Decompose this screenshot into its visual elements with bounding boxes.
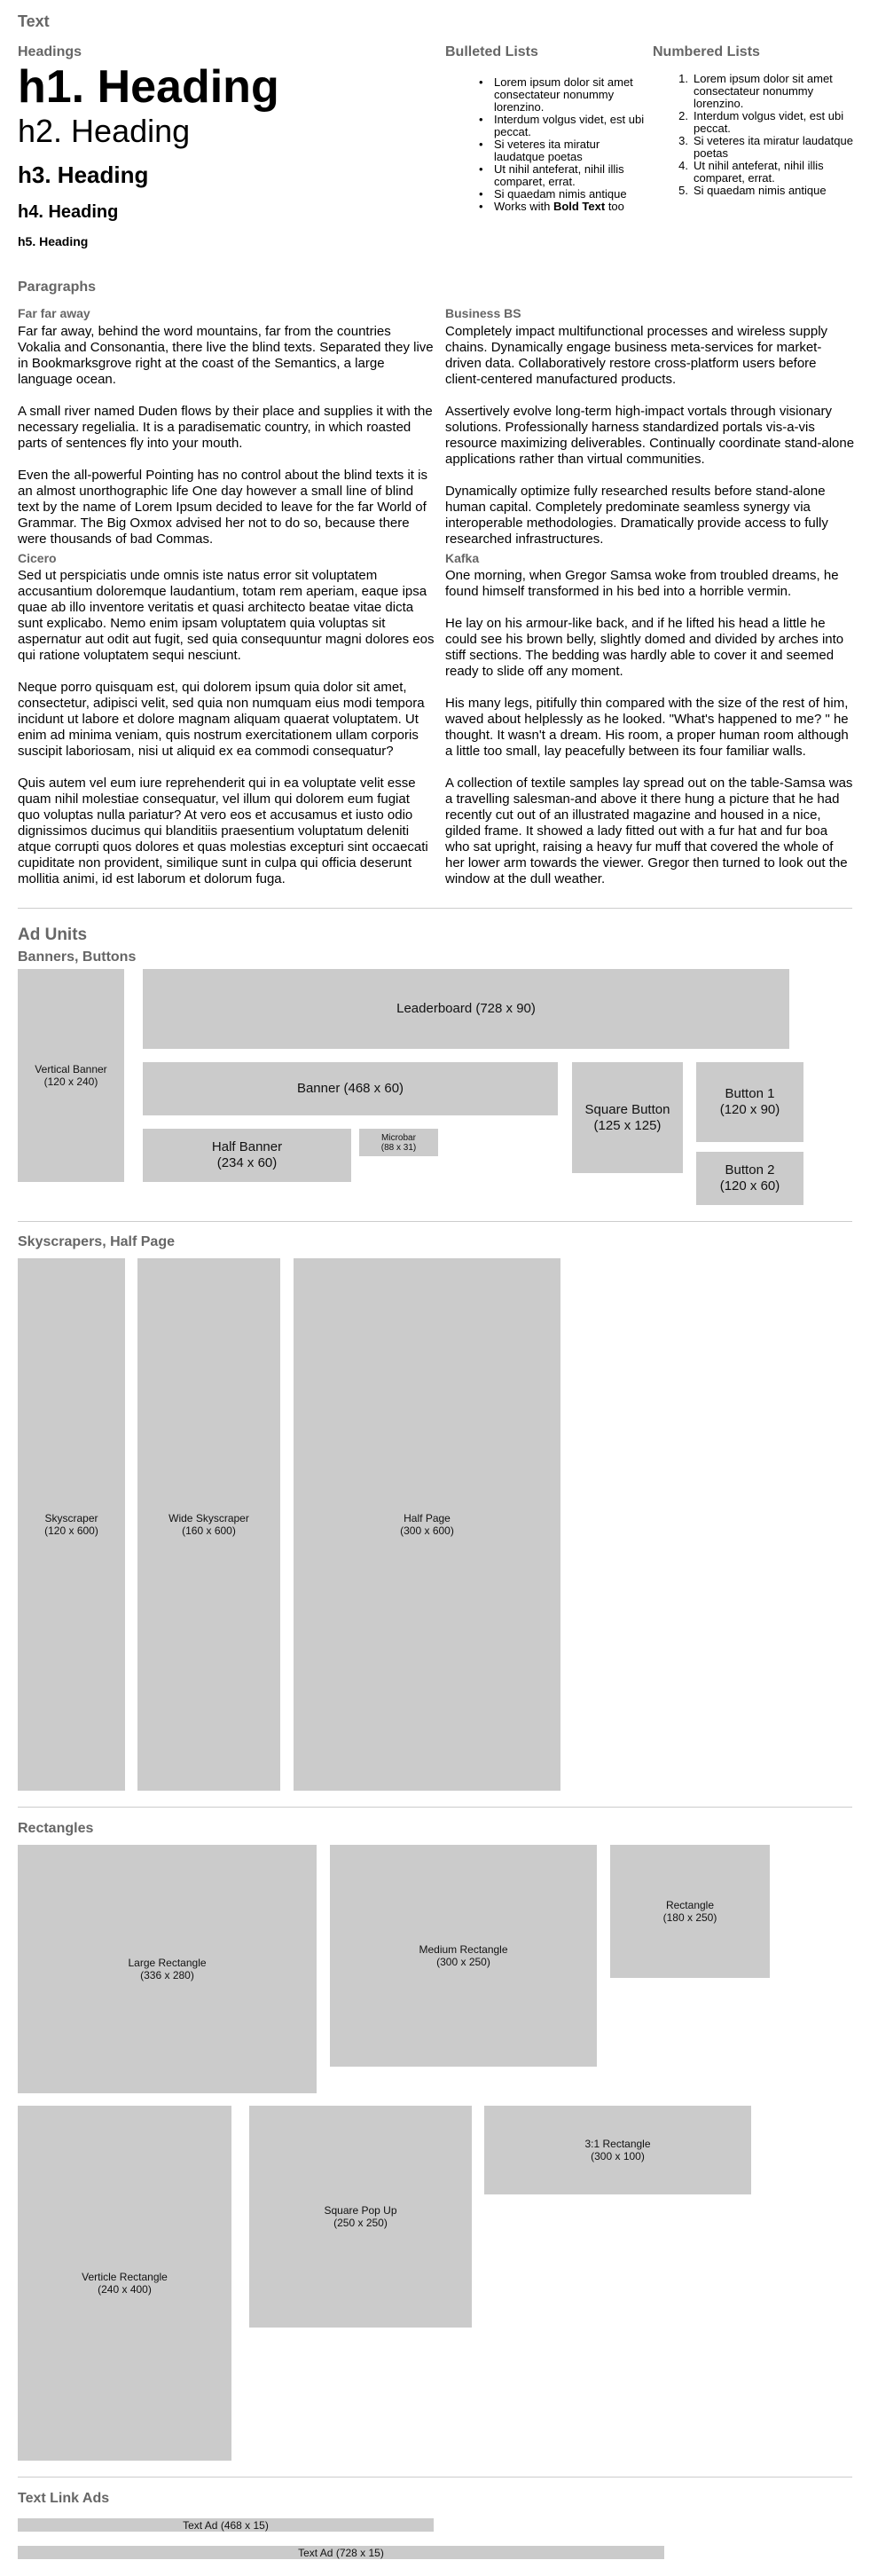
divider bbox=[18, 2477, 852, 2478]
section-title-text: Text bbox=[18, 12, 50, 30]
business-bs-title: Business BS bbox=[445, 306, 521, 320]
three-one-rectangle-ad[interactable]: 3:1 Rectangle (300 x 100) bbox=[484, 2106, 751, 2194]
cicero-text bbox=[18, 568, 435, 887]
divider bbox=[18, 1221, 852, 1222]
list-item: • Interdum volgus videt, est ubi peccat. bbox=[463, 114, 649, 138]
numbered-list bbox=[667, 73, 853, 197]
paragraph: His many legs, pitifully thin compared with the size of the rest of him, waved about helplessly as he looked. "What's happened to me? " he thought. It wasn't a dream. His room, a proper human room although a little too small, lay peacefully between its four familiar walls. bbox=[445, 696, 849, 759]
paragraphs-title: Paragraphs bbox=[18, 280, 97, 295]
banner-ad[interactable]: Banner (468 x 60) bbox=[143, 1062, 558, 1115]
half-page-ad[interactable]: Half Page (300 x 600) bbox=[294, 1258, 560, 1791]
skyscraper-ad[interactable]: Skyscraper (120 x 600) bbox=[18, 1258, 125, 1791]
half-banner-ad[interactable]: Half Banner (234 x 60) bbox=[143, 1129, 351, 1182]
microbar-ad[interactable]: Microbar (88 x 31) bbox=[359, 1129, 438, 1156]
leaderboard-ad[interactable]: Leaderboard (728 x 90) bbox=[143, 969, 789, 1049]
rectangle-ad[interactable]: Rectangle (180 x 250) bbox=[610, 1845, 770, 1978]
business-bs-text bbox=[445, 324, 855, 547]
bulleted-list-title: Bulleted Lists bbox=[445, 44, 538, 59]
list-item bbox=[463, 201, 649, 213]
wide-skyscraper-ad[interactable]: Wide Skyscraper (160 x 600) bbox=[137, 1258, 280, 1791]
list-item-text: too bbox=[605, 200, 624, 213]
list-item: • Si quaedam nimis antique bbox=[463, 188, 649, 201]
text-ad-728[interactable]: Text Ad (728 x 15) bbox=[18, 2546, 664, 2559]
paragraph: Dynamically optimize fully researched results before stand-alone human capital. Completely predominate seamless synergy via interoperable methodologies. Dramatically provide access to fully researched infrastructures. bbox=[445, 484, 828, 547]
paragraph: A collection of textile samples lay spread out on the table-Samsa was a travelling salesman-and above it there hung a picture that he had recently cut out of an illustrated magazine and housed in a nice, gilded frame. It showed a lady fitted out with a fur hat and fur boa who sat upright, raising a heavy fur muff that covered the whole of her lower arm towards the viewer. Gregor then turned to look out the window at the dull weather. bbox=[445, 776, 853, 886]
numbered-list-title: Numbered Lists bbox=[653, 44, 760, 59]
paragraph: Assertively evolve long-term high-impact vortals through visionary solutions. Professionally harness standardized portals vis-a-vis resource maximizing deliverables. Continually coordinate stand-alone applications rather than virtual communities. bbox=[445, 404, 855, 467]
far-far-away-text bbox=[18, 324, 435, 547]
paragraph: He lay on his armour-like back, and if he lifted his head a little he could see his brown belly, slightly domed and divided by arches into stiff sections. The bedding was hardly able to cover it and seemed ready to slide off any moment. bbox=[445, 616, 844, 679]
paragraph: Even the all-powerful Pointing has no control about the blind texts it is an almost unorthographic life One day however a small line of blind text by the name of Lorem Ipsum decided to leave for the far World of Grammar. The Big Oxmox advised her not to do so, because there were thousands of bad Commas. bbox=[18, 468, 427, 547]
heading-h2: h2. Heading bbox=[18, 113, 191, 149]
list-item: • Si veteres ita miratur laudatque poetas bbox=[463, 138, 649, 163]
divider bbox=[18, 908, 852, 909]
far-far-away-title: Far far away bbox=[18, 306, 90, 320]
list-item-text: Works with bbox=[494, 200, 553, 213]
button-1-ad[interactable]: Button 1 (120 x 90) bbox=[696, 1062, 803, 1142]
paragraph: Neque porro quisquam est, qui dolorem ipsum quia dolor sit amet, consectetur, adipisci velit, sed quia non numquam eius modi tempora incidunt ut labore et dolore magnam aliquam quaerat voluptatem. Ut enim ad minima veniam, quis nostrum exercitationem ullam corporis suscipit laboriosam, nisi ut aliquid ex ea commodi consequatur? bbox=[18, 680, 425, 759]
ad-units-title: Ad Units bbox=[18, 926, 88, 944]
paragraph: Sed ut perspiciatis unde omnis iste natus error sit voluptatem accusantium doloremque laudantium, totam rem aperiam, eaque ipsa quae ab illo inventore veritatis et quasi architecto beatae vitae dicta sunt explicabo. Nemo enim ipsam voluptatem quia voluptas sit aspernatur aut odit aut fugit, sed quia consequuntur magni dolores eos qui ratione voluptatem sequi nesciunt. bbox=[18, 568, 435, 663]
paragraph: Far far away, behind the word mountains, far from the countries Vokalia and Consonantia, there live the blind texts. Separated they live in Bookmarksgrove right at the coast of the Semantics, a large language ocean. bbox=[18, 324, 434, 387]
list-item: 2. Interdum volgus videt, est ubi peccat. bbox=[678, 109, 844, 135]
list-item: • Ut nihil anteferat, nihil illis comparet, errat. bbox=[463, 163, 649, 188]
rectangles-title: Rectangles bbox=[18, 1821, 94, 1836]
text-link-ads-title: Text Link Ads bbox=[18, 2491, 110, 2506]
medium-rectangle-ad[interactable]: Medium Rectangle (300 x 250) bbox=[330, 1845, 597, 2067]
heading-h1: h1. Heading bbox=[18, 61, 279, 113]
list-item: 5. Si quaedam nimis antique bbox=[678, 184, 827, 197]
vertical-banner-ad[interactable]: Vertical Banner (120 x 240) bbox=[18, 969, 124, 1182]
list-item: • Lorem ipsum dolor sit amet consectateur nonummy lorenzino. bbox=[463, 76, 649, 114]
paragraph: A small river named Duden flows by their place and supplies it with the necessary regelialia. It is a paradisematic country, in which roasted parts of sentences fly into your mouth. bbox=[18, 404, 433, 451]
button-2-ad[interactable]: Button 2 (120 x 60) bbox=[696, 1152, 803, 1205]
paragraph: Completely impact multifunctional processes and wireless supply chains. Dynamically engage business meta-services for market-driven data. Collaboratively restore cross-platform users before client-centered manufactured products. bbox=[445, 324, 828, 387]
list-item: 1. Lorem ipsum dolor sit amet consectateur nonummy lorenzino. bbox=[678, 72, 833, 110]
banners-buttons-title: Banners, Buttons bbox=[18, 949, 137, 965]
square-button-ad[interactable]: Square Button (125 x 125) bbox=[572, 1062, 683, 1173]
large-rectangle-ad[interactable]: Large Rectangle (336 x 280) bbox=[18, 1845, 317, 2093]
paragraph: One morning, when Gregor Samsa woke from troubled dreams, he found himself transformed in his bed into a horrible vermin. bbox=[445, 568, 839, 599]
kafka-text bbox=[445, 568, 855, 887]
cicero-title: Cicero bbox=[18, 551, 57, 565]
heading-h4: h4. Heading bbox=[18, 202, 119, 222]
text-ad-468[interactable]: Text Ad (468 x 15) bbox=[18, 2518, 434, 2532]
headings-title: Headings bbox=[18, 44, 82, 59]
list-item: 4. Ut nihil anteferat, nihil illis comparet, errat. bbox=[678, 159, 824, 185]
bold-text: Bold Text bbox=[553, 200, 606, 213]
skyscrapers-title: Skyscrapers, Half Page bbox=[18, 1234, 175, 1249]
bulleted-list bbox=[463, 76, 649, 213]
paragraph: Quis autem vel eum iure reprehenderit qui in ea voluptate velit esse quam nihil molestiae consequatur, vel illum qui dolorem eum fugiat quo voluptas nulla pariatur? At vero eos et accusamus et iusto odio dignissimos ducimus qui blanditiis praesentium voluptatum deleniti atque corrupti quos dolores et quas molestias excepturi sint occaecati cupiditate non provident, similique sunt in culpa qui officia deserunt mollitia animi, id est laborum et dolorum fuga. bbox=[18, 776, 428, 886]
divider bbox=[18, 1807, 852, 1808]
verticle-rectangle-ad[interactable]: Verticle Rectangle (240 x 400) bbox=[18, 2106, 231, 2461]
heading-h5: h5. Heading bbox=[18, 234, 89, 248]
square-popup-ad[interactable]: Square Pop Up (250 x 250) bbox=[249, 2106, 472, 2328]
heading-h3: h3. Heading bbox=[18, 161, 149, 188]
list-item: 3. Si veteres ita miratur laudatque poetas bbox=[678, 134, 853, 160]
kafka-title: Kafka bbox=[445, 551, 480, 565]
